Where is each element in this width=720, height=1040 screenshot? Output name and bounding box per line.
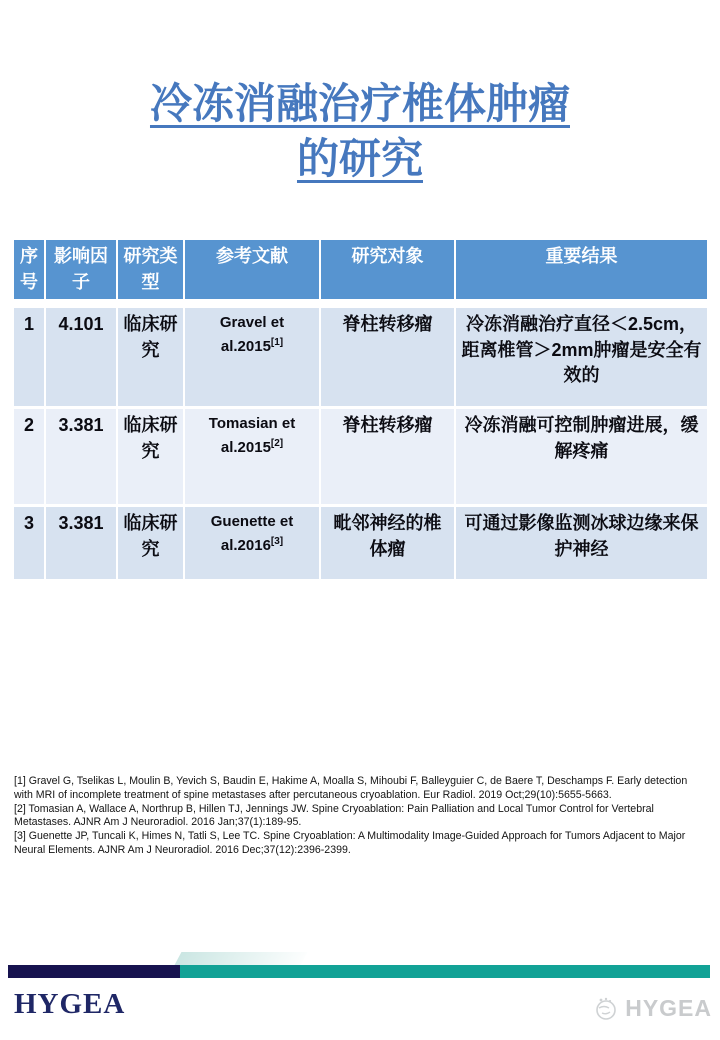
footnote-reference-1: [1] Gravel G, Tselikas L, Moulin B, Yevich S, Baudin E, Hakime A, Moalla S, Mihoubi F, Balleyguier C, de Baere T, Deschamps F. Early detection with MRI of incomplete treatment of spine metastases after percutaneous cryoablation. Eur Radiol. 2019 Oct;29(10):5655-5663. <box>14 775 688 801</box>
footnote-reference-3: [3] Guenette JP, Tuncali K, Himes N, Tatli S, Lee TC. Spine Cryoablation: A Multimodality Image-Guided Approach for Tumors Adjacent to Major Neural Elements. AJNR Am J Neuroradiol. 2016 Dec;37(12):2396-2399. <box>14 830 686 856</box>
page-title-line2: 的研究 <box>296 135 423 183</box>
hygea-watermark-globe-icon <box>593 996 619 1022</box>
cell-reference <box>185 409 319 504</box>
cell-reference <box>185 507 319 579</box>
footer-bar-highlight <box>175 952 308 965</box>
cell-impact-factor: 3.381 <box>46 507 116 579</box>
cell-study-type: 临床研究 <box>118 308 183 406</box>
page-title <box>0 76 720 187</box>
cell-reference <box>185 308 319 406</box>
footnote-reference-2: [2] Tomasian A, Wallace A, Northrup B, Hillen TJ, Jennings JW. Spine Cryoablation: Pain Palliation and Local Tumor Control for Vertebral Metastases. AJNR Am J Neuroradiol. 2016 Jan;37(1):189-95. <box>14 802 654 829</box>
cell-subject: 脊柱转移瘤 <box>321 308 454 406</box>
table-row <box>14 409 707 504</box>
hygea-watermark-label: HYGEA <box>625 995 712 1021</box>
cell-key-result: 冷冻消融可控制肿瘤进展，缓解疼痛 <box>456 409 707 504</box>
studies-table <box>14 240 707 579</box>
header-subject: 研究对象 <box>321 240 454 299</box>
cell-serial: 3 <box>14 507 44 579</box>
cell-key-result: 可通过影像监测冰球边缘来保护神经 <box>456 507 707 579</box>
table-header-row <box>14 240 707 299</box>
page-title-line1: 冷冻消融治疗椎体肿瘤 <box>149 80 570 127</box>
header-impact-factor: 影响因子 <box>46 240 116 299</box>
cell-key-result: 冷冻消融治疗直径＜2.5cm，距离椎管＞2mm肿瘤是安全有效的 <box>456 308 707 406</box>
footer-bar-navy <box>8 965 180 978</box>
hygea-logo-text: HYGEA <box>14 988 126 1020</box>
hygea-watermark <box>593 995 712 1022</box>
footer-bar-teal <box>180 965 710 978</box>
table-row <box>14 507 707 579</box>
cell-impact-factor: 4.101 <box>46 308 116 406</box>
reference-superscript: [3] <box>270 535 284 547</box>
cell-impact-factor: 3.381 <box>46 409 116 504</box>
reference-text: Gravel et al.2015 <box>219 314 285 355</box>
cell-study-type: 临床研究 <box>118 507 183 579</box>
cell-serial: 2 <box>14 409 44 504</box>
cell-study-type: 临床研究 <box>118 409 183 504</box>
reference-superscript: [1] <box>270 336 284 348</box>
reference-text: Tomasian et al.2015 <box>208 415 296 456</box>
cell-serial: 1 <box>14 308 44 406</box>
header-reference: 参考文献 <box>185 240 319 299</box>
reference-superscript: [2] <box>270 437 284 449</box>
table-row <box>14 308 707 406</box>
footnote-references <box>14 775 708 858</box>
header-serial: 序号 <box>14 240 44 299</box>
header-study-type: 研究类型 <box>118 240 183 299</box>
reference-text: Guenette et al.2016 <box>210 513 294 554</box>
cell-subject: 毗邻神经的椎体瘤 <box>321 507 454 579</box>
cell-subject: 脊柱转移瘤 <box>321 409 454 504</box>
header-key-result: 重要结果 <box>456 240 707 299</box>
